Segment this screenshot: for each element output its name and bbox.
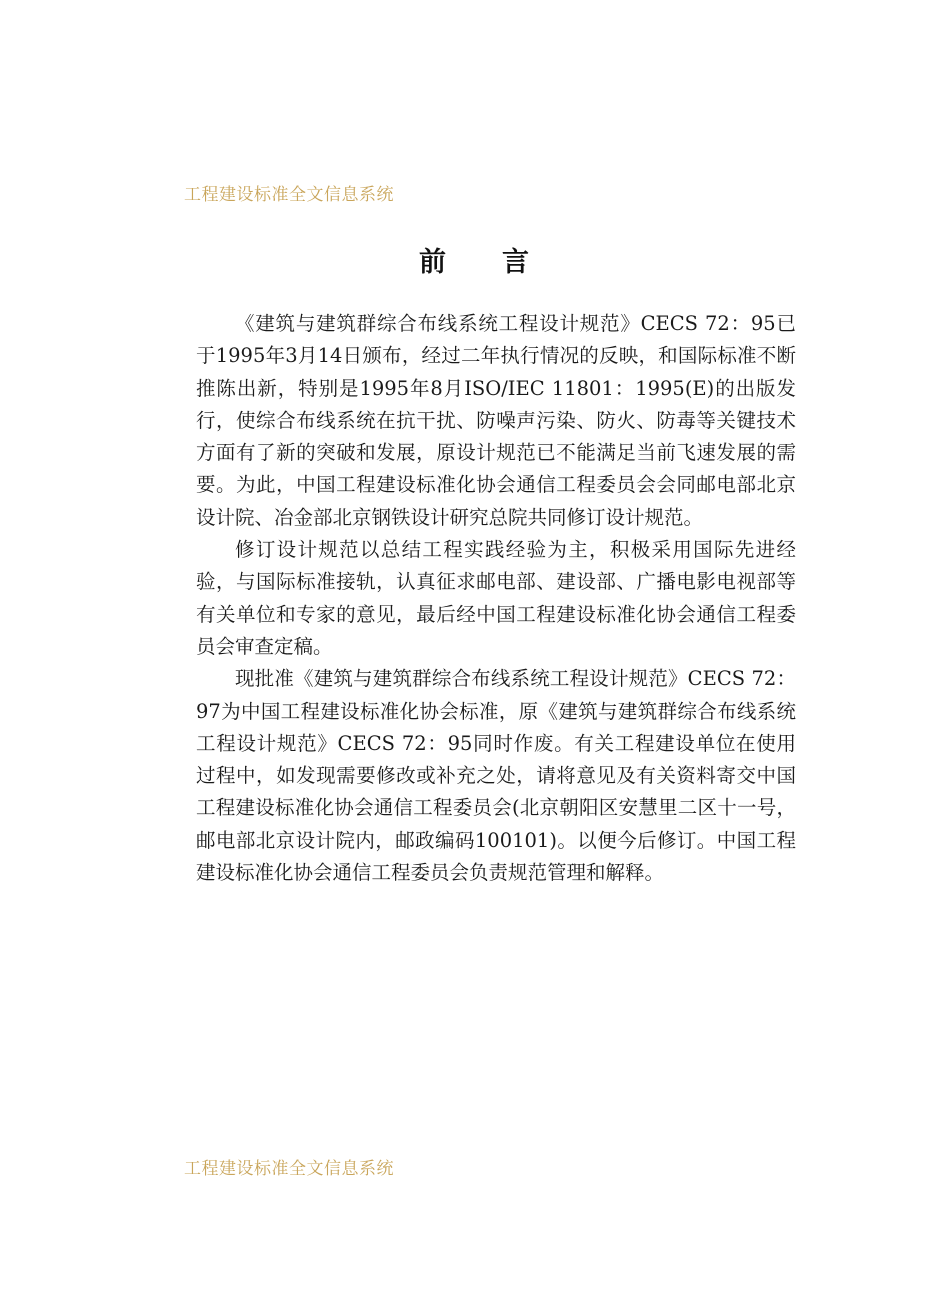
- preface-body: [196, 308, 796, 889]
- paragraph-2: 修订设计规范以总结工程实践经验为主，积极采用国际先进经验，与国际标准接轨，认真征求邮电部、建设部、广播电影电视部等有关单位和专家的意见，最后经中国工程建设标准化协会通信工程委员会审查定稿。: [196, 538, 796, 658]
- page-title: [0, 240, 950, 279]
- page-title-part1: 前: [419, 247, 448, 278]
- watermark-top: 工程建设标准全文信息系统: [184, 185, 394, 205]
- paragraph-1: 《建筑与建筑群综合布线系统工程设计规范》CECS 72：95已于1995年3月14日颁布，经过二年执行情况的反映，和国际标准不断推陈出新，特别是1995年8月ISO/IEC 11801：1995(E)的出版发行，使综合布线系统在抗干扰、防噪声污染、防火、防毒等关键技术方面有了新的突破和发展，原设计规范已不能满足当前飞速发展的需要。为此，中国工程建设标准化协会通信工程委员会会同邮电部北京设计院、冶金部北京钢铁设计研究总院共同修订设计规范。: [196, 312, 796, 529]
- watermark-bottom: 工程建设标准全文信息系统: [184, 1159, 394, 1179]
- paragraph-3: 现批准《建筑与建筑群综合布线系统工程设计规范》CECS 72：97为中国工程建设标准化协会标准，原《建筑与建筑群综合布线系统工程设计规范》CECS 72：95同时作废。有关工程建设单位在使用过程中，如发现需要修改或补充之处，请将意见及有关资料寄交中国工程建设标准化协会通信工程委员会(北京朝阳区安慧里二区十一号，邮电部北京设计院内，邮政编码100101)。以便今后修订。中国工程建设标准化协会通信工程委员会负责规范管理和解释。: [196, 667, 796, 885]
- page-title-part2: 言: [502, 247, 531, 278]
